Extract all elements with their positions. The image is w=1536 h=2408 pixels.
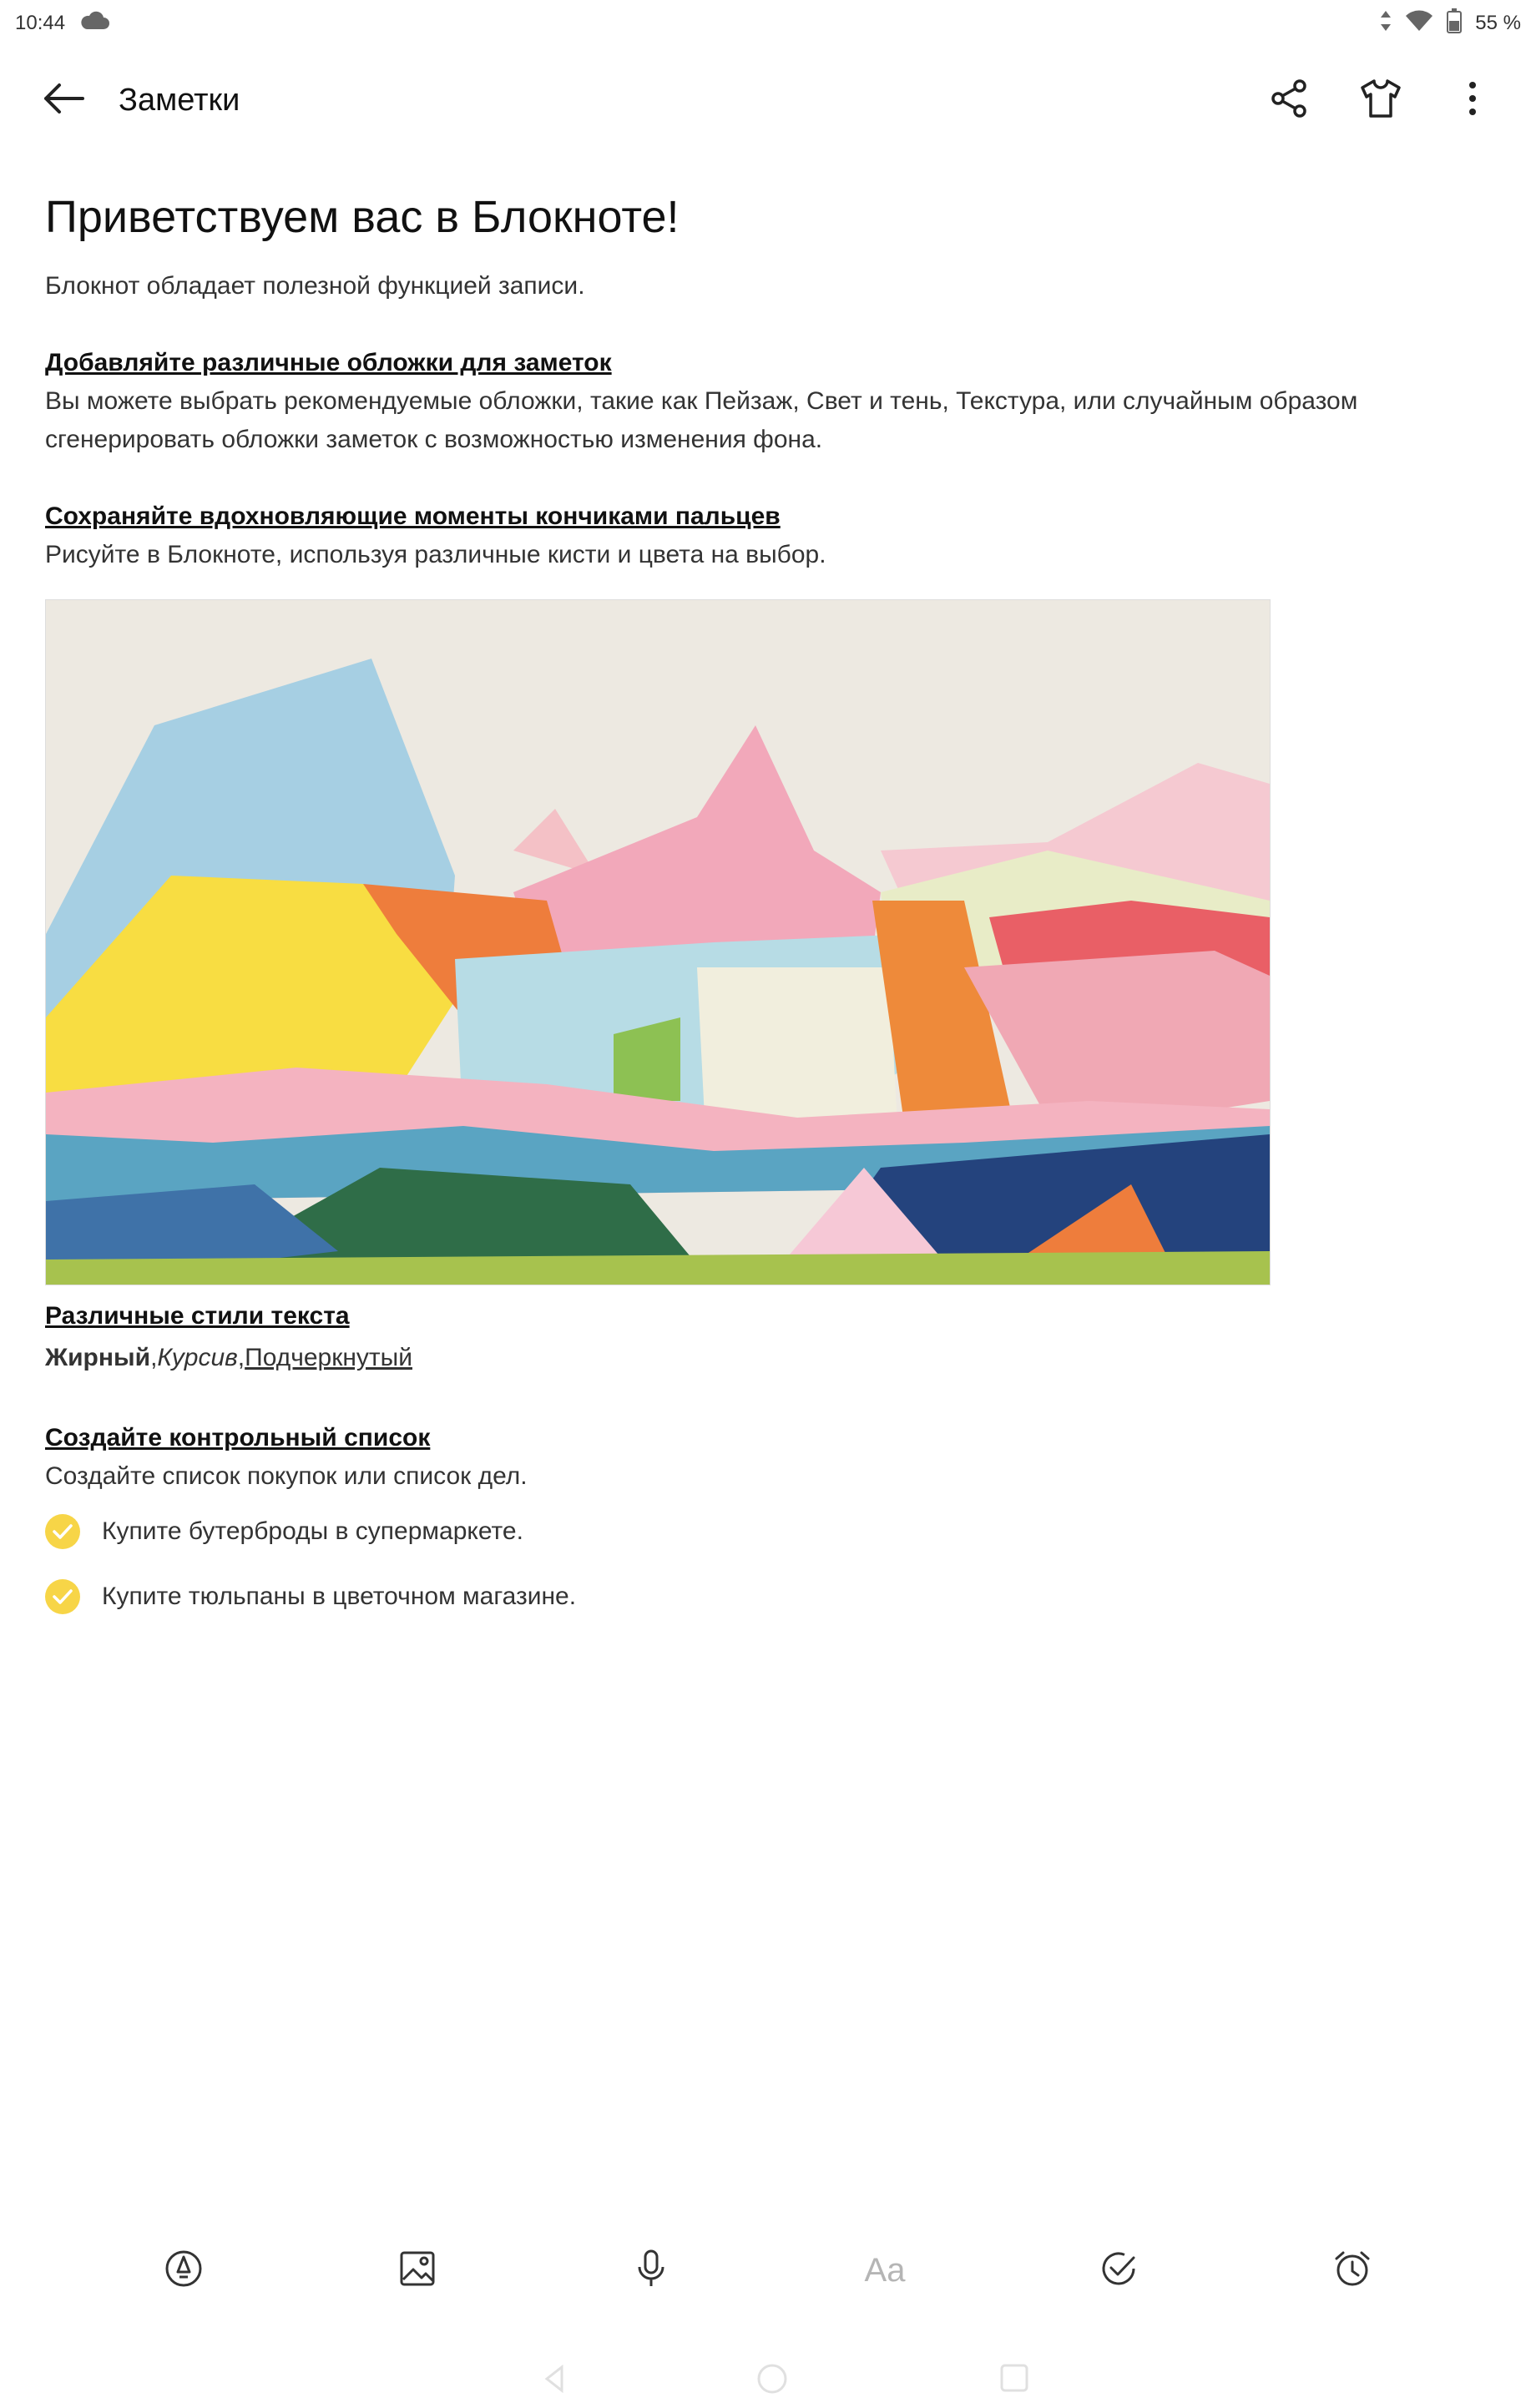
comma-1: , bbox=[150, 1344, 158, 1371]
section-text-drawing[interactable]: Рисуйте в Блокноте, используя различные кисти и цвета на выбор. bbox=[45, 541, 826, 568]
microphone-icon bbox=[634, 2249, 668, 2293]
app-title: Заметки bbox=[119, 82, 240, 118]
checklist-item-text[interactable]: Купите тюльпаны в цветочном магазине. bbox=[102, 1583, 577, 1610]
checklist-button[interactable] bbox=[1089, 2240, 1149, 2300]
text-styles-sample[interactable] bbox=[45, 1339, 1481, 1377]
note-content-lower[interactable] bbox=[45, 1297, 1481, 1629]
back-button[interactable] bbox=[33, 70, 93, 130]
section-heading-text-styles[interactable]: Различные стили текста bbox=[45, 1302, 350, 1330]
cloud-icon bbox=[78, 11, 110, 37]
nav-recents-icon bbox=[1002, 2365, 1027, 2390]
pen-icon bbox=[164, 2249, 204, 2293]
status-bar bbox=[0, 0, 1536, 47]
voice-record-button[interactable] bbox=[621, 2240, 681, 2300]
share-icon bbox=[1270, 79, 1308, 122]
bold-sample[interactable]: Жирный bbox=[45, 1344, 151, 1371]
checkbox-checked-icon[interactable] bbox=[45, 1514, 80, 1549]
nav-back-icon bbox=[547, 2367, 562, 2390]
comma-2: , bbox=[237, 1344, 245, 1371]
check-circle-icon bbox=[1099, 2249, 1138, 2292]
checklist-item[interactable] bbox=[45, 1499, 1481, 1564]
italic-sample[interactable]: Курсив bbox=[157, 1344, 238, 1371]
more-vert-icon bbox=[1468, 80, 1478, 121]
note-title[interactable]: Приветствуем вас в Блокноте! bbox=[45, 192, 680, 242]
section-heading-drawing[interactable]: Сохраняйте вдохновляющие моменты кончиками пальцев bbox=[45, 502, 781, 530]
underline-sample[interactable]: Подчеркнутый bbox=[245, 1344, 412, 1371]
checklist-item-text[interactable]: Купите бутерброды в супермаркете. bbox=[102, 1517, 523, 1545]
share-button[interactable] bbox=[1259, 70, 1319, 130]
checklist-item[interactable] bbox=[45, 1564, 1481, 1629]
system-nav-bar bbox=[0, 2354, 1536, 2404]
section-text-covers-line1[interactable]: Вы можете выбрать рекомендуемые обложки, такие как Пейзаж, Свет и тень, Текстура, или случайным образом bbox=[45, 387, 1358, 415]
note-content[interactable] bbox=[45, 184, 1481, 574]
arrow-left-icon bbox=[43, 82, 84, 119]
alarm-clock-icon bbox=[1332, 2249, 1372, 2293]
bottom-toolbar bbox=[0, 2229, 1536, 2312]
status-time: 10:44 bbox=[15, 12, 66, 34]
data-arrows-icon bbox=[1380, 9, 1392, 38]
more-options-button[interactable] bbox=[1443, 70, 1503, 130]
wifi-icon bbox=[1405, 9, 1433, 38]
checkbox-checked-icon[interactable] bbox=[45, 1579, 80, 1614]
theme-button[interactable] bbox=[1351, 70, 1411, 130]
section-heading-checklist[interactable]: Создайте контрольный список bbox=[45, 1424, 431, 1451]
section-text-covers-line2[interactable]: сгенерировать обложки заметок с возможностью изменения фона. bbox=[45, 426, 823, 453]
battery-percent: 55 % bbox=[1475, 12, 1521, 34]
nav-home-icon bbox=[759, 2365, 786, 2392]
app-bar bbox=[0, 60, 1536, 140]
image-icon bbox=[398, 2249, 437, 2292]
section-heading-covers[interactable]: Добавляйте различные обложки для заметок bbox=[45, 349, 612, 376]
note-intro[interactable]: Блокнот обладает полезной функцией записи. bbox=[45, 272, 585, 300]
drawing-image[interactable] bbox=[45, 599, 1271, 1285]
battery-icon bbox=[1447, 8, 1462, 39]
reminder-button[interactable] bbox=[1322, 2240, 1382, 2300]
insert-image-button[interactable] bbox=[387, 2240, 447, 2300]
text-style-icon: Aa bbox=[864, 2251, 906, 2289]
shirt-icon bbox=[1360, 78, 1402, 123]
draw-button[interactable] bbox=[154, 2240, 214, 2300]
section-text-checklist[interactable]: Создайте список покупок или список дел. bbox=[45, 1462, 528, 1490]
text-style-button[interactable] bbox=[855, 2240, 915, 2300]
